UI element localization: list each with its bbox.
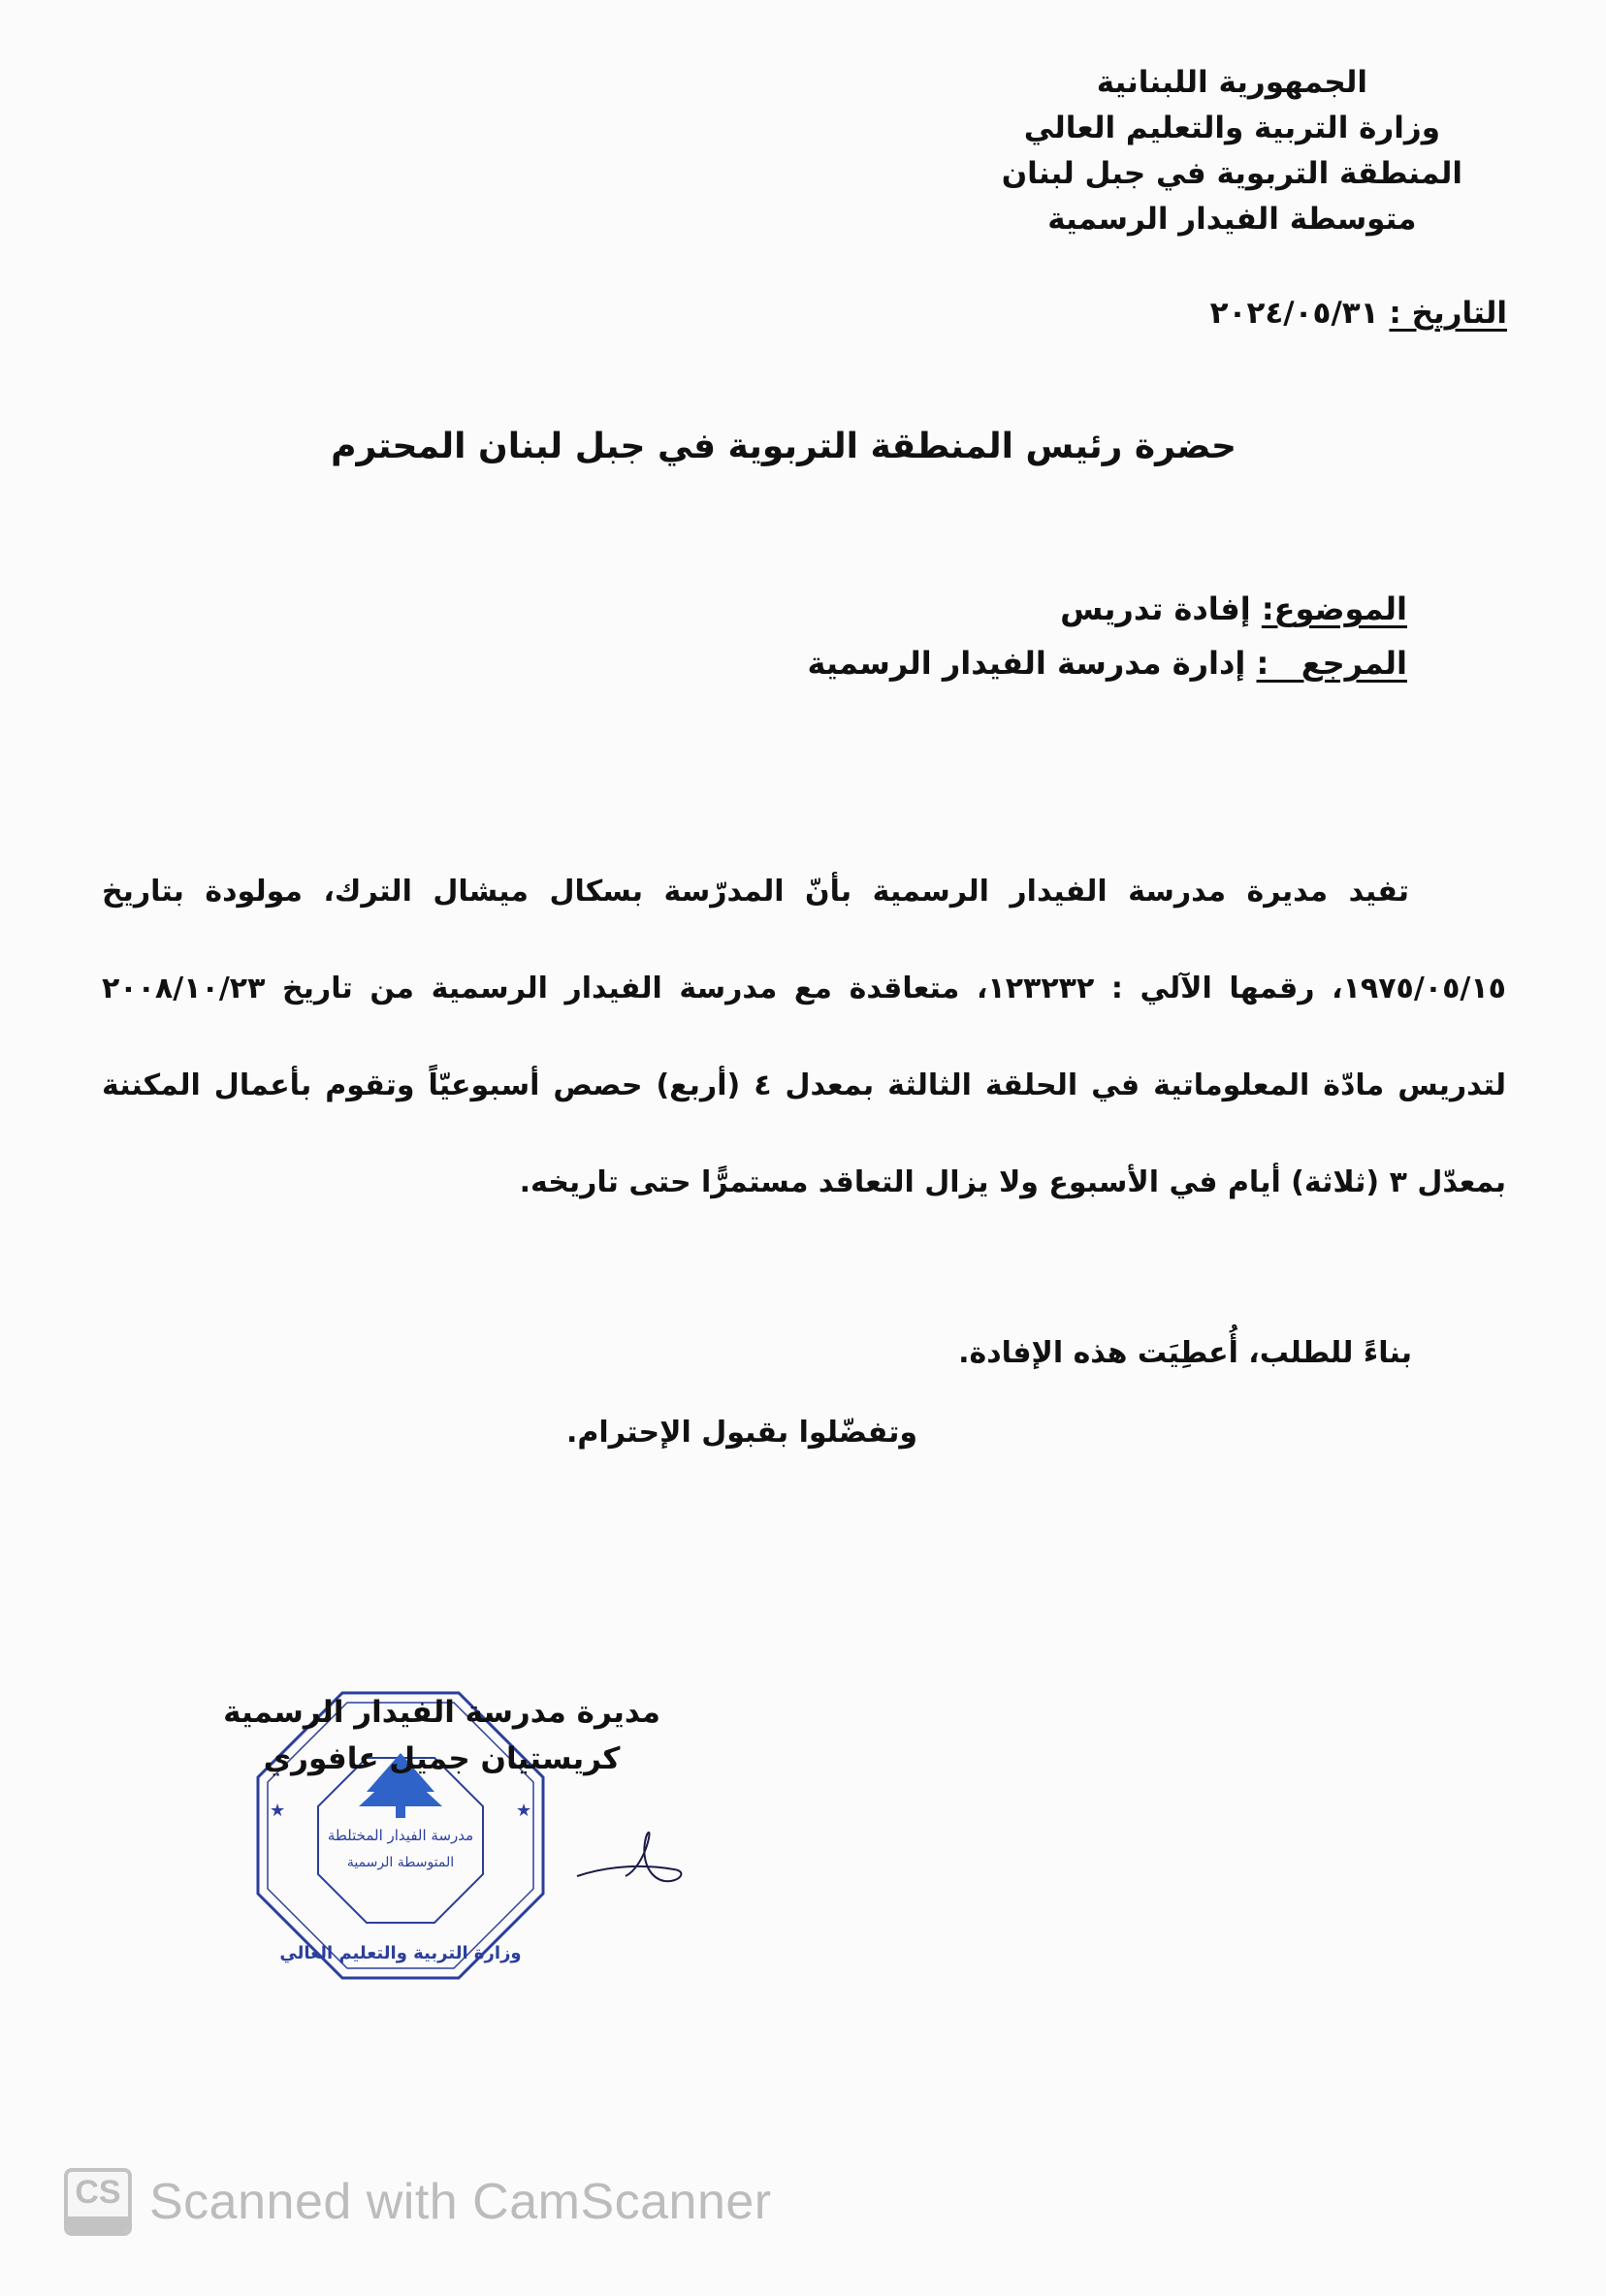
star-icon: ★ [516,1801,532,1821]
reference-label: المرجع : [1256,645,1407,682]
camscanner-logo-icon [64,2168,132,2236]
reference-line [807,636,1407,690]
handwritten-signature [572,1823,689,1891]
stamp-inner-line-1: مدرسة الفيدار المختلطة [327,1827,474,1844]
camscanner-watermark [64,2168,772,2236]
camscanner-logo-text: CS [75,2174,121,2211]
subject-block [807,582,1407,690]
signer-title: مديرة مدرسة الفيدار الرسمية [223,1695,660,1730]
letterhead-line-school: متوسطة الفيدار الرسمية [1047,202,1417,237]
subject-value: إفادة تدريس [1060,590,1251,627]
letterhead [1002,60,1462,242]
date-label: التاريخ : [1389,296,1507,331]
letterhead-line-region: المنطقة التربوية في جبل لبنان [1001,156,1462,191]
letterhead-line-ministry: وزارة التربية والتعليم العالي [1023,111,1440,145]
watermark-text: Scanned with CamScanner [149,2174,772,2230]
letterhead-line-republic: الجمهورية اللبنانية [1096,65,1368,100]
camscanner-logo-bar [68,2216,128,2232]
signer-name: كريستيان جميل عافوري [263,1741,621,1776]
closing-line-2: وتفضّلوا بقبول الإحترام. [565,1416,917,1450]
date-value: ٢٠٢٤/٠٥/٣١ [1209,296,1379,331]
body-text-part1: تفيد مديرة مدرسة الفيدار الرسمية بأنّ المدرّسة [643,875,1410,909]
closing-line-1: بناءً للطلب، أُعطِيَت هذه الإفادة. [958,1336,1412,1370]
star-icon: ★ [270,1801,286,1821]
teacher-name: بسكال ميشال الترك [334,875,644,909]
stamp-outer-text: وزارة التربية والتعليم العالي [279,1943,522,1963]
body-text-part2: ، مولودة بتاريخ ١٩٧٥/٠٥/١٥، رقمها الآلي : ١٢٣٢٣٢، متعاقدة مع مدرسة الفيدار الرسمية من تاريخ ٢٠٠٨/١٠/٢٣ لتدريس مادّة المعلوماتية في الحلقة الثالثة بمعدل ٤ (أربع) حصص أسبوعيّاً وتقوم بأعمال المكننة بمعدّل ٣ (ثلاثة) أيام في الأسبوع ولا يزال التعاقد مستمرًّا حتى تاريخه. [102,875,1507,1199]
date-line [1210,296,1507,331]
reference-value: إدارة مدرسة الفيدار الرسمية [807,645,1246,682]
subject-line [807,582,1407,636]
body-paragraph [102,844,1506,1231]
salutation: حضرة رئيس المنطقة التربوية في جبل لبنان المحترم [331,427,1237,466]
stamp-inner-line-2: المتوسطة الرسمية [346,1855,455,1870]
subject-label: الموضوع: [1261,590,1407,627]
signer-block [223,1689,660,1782]
